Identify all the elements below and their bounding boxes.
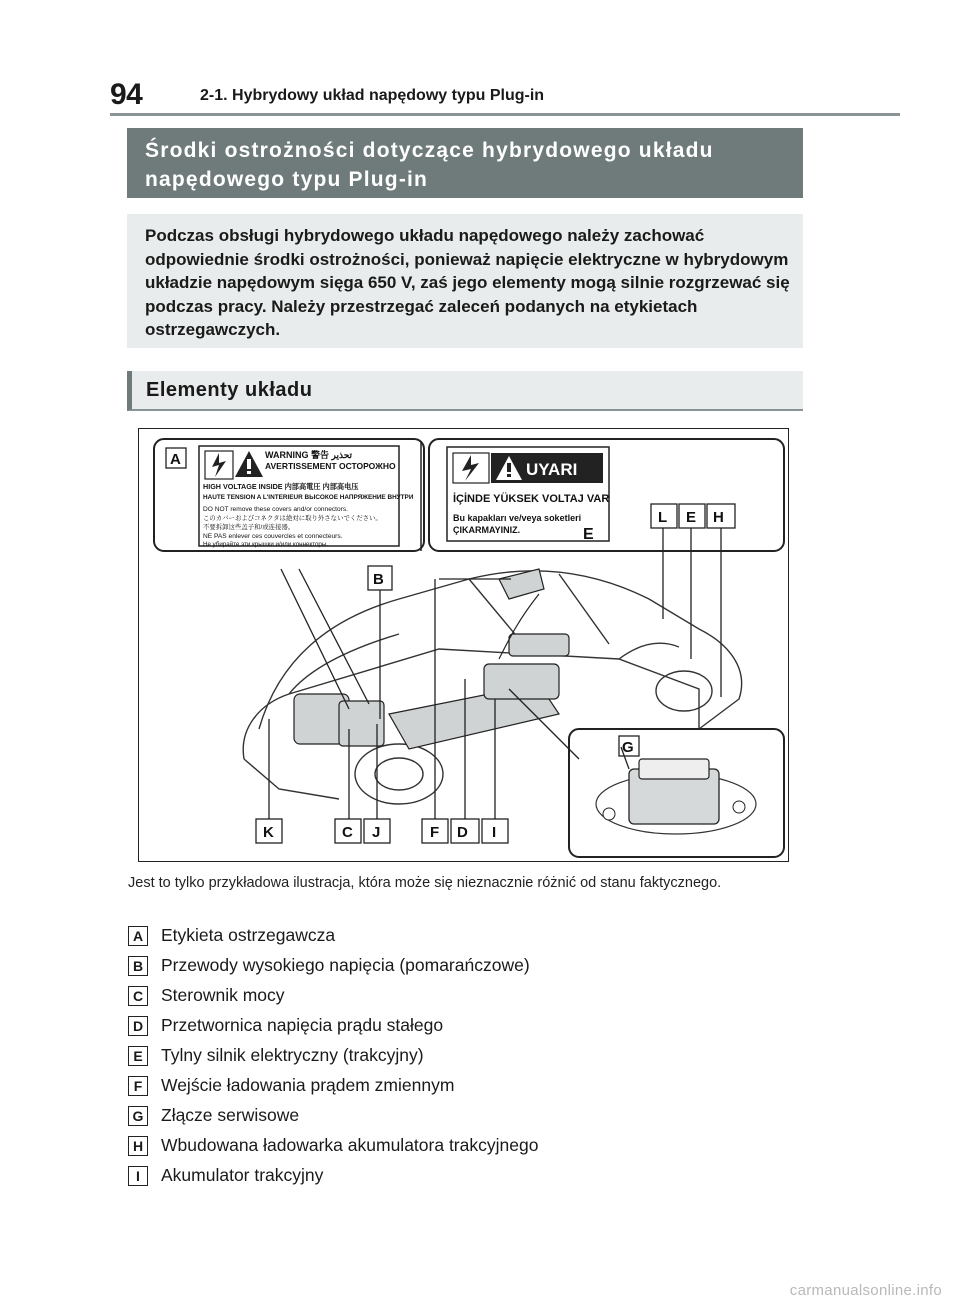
label-a-line-3: HIGH VOLTAGE INSIDE 内部高電圧 内部高电压 <box>203 482 359 491</box>
page-number: 94 <box>110 78 143 111</box>
label-a-line-9: Не убирайте эти крышки и/или коннекторы. <box>203 541 329 548</box>
legend-key: E <box>128 1046 148 1066</box>
legend-key: C <box>128 986 148 1006</box>
legend-item <box>128 985 808 1015</box>
legend-key: D <box>128 1016 148 1036</box>
label-a-line-8: NE PAS enlever ces couvercles et connecteurs. <box>203 533 343 540</box>
page-title: Środki ostrożności dotyczące hybrydowego układu napędowego typu Plug-in <box>145 139 714 191</box>
legend-item <box>128 1045 808 1075</box>
callout-e-label: E <box>583 526 594 543</box>
callout-d: D <box>457 824 468 841</box>
warning-label-a <box>154 439 424 551</box>
callout-h: H <box>713 509 724 526</box>
callout-b: B <box>373 571 384 588</box>
warning-label-e <box>429 439 784 551</box>
label-a-line-4: HAUTE TENSION A L'INTERIEUR ВЫСОКОЕ НАПРЯЖЕНИЕ ВНУТРИ <box>203 494 414 501</box>
legend-text: Wbudowana ładowarka akumulatora trakcyjnego <box>161 1135 539 1155</box>
legend-item <box>128 955 808 985</box>
legend-key: B <box>128 956 148 976</box>
legend-text: Tylny silnik elektryczny (trakcyjny) <box>161 1045 424 1065</box>
legend-key: A <box>128 926 148 946</box>
intro-text: Podczas obsługi hybrydowego układu napędowego należy zachować odpowiednie środki ostrożności, ponieważ napięcie elektryczne w hybrydowym układzie napędowym sięga 650 V, zaś jego elementy mogą silnie rozgrzewać się podczas pracy. Należy przestrzegać zaleceń podanych na etykietach ostrzegawczych. <box>145 226 790 339</box>
legend-item <box>128 1165 808 1195</box>
legend-item <box>128 925 808 955</box>
label-a-line-7: 不要拆卸这些盖子和/或连接器。 <box>203 524 295 531</box>
callout-l: L <box>658 509 668 526</box>
legend-key: I <box>128 1166 148 1186</box>
label-a-line-5: DO NOT remove these covers and/or connectors. <box>203 506 349 513</box>
label-e-line-1: İÇİNDE YÜKSEK VOLTAJ VAR <box>453 493 610 505</box>
components-illustration <box>138 428 789 862</box>
component-legend <box>128 925 808 1195</box>
section-title: 2-1. Hybrydowy układ napędowy typu Plug-in <box>200 87 545 104</box>
legend-text: Wejście ładowania prądem zmiennym <box>161 1075 455 1095</box>
legend-text: Złącze serwisowe <box>161 1105 300 1125</box>
callout-k: K <box>263 824 274 841</box>
legend-text: Akumulator trakcyjny <box>161 1165 324 1185</box>
label-a-line-2: AVERTISSEMENT ОСТОРОЖНО <box>265 461 396 471</box>
legend-item <box>128 1135 808 1165</box>
legend-text: Przetwornica napięcia prądu stałego <box>161 1015 444 1035</box>
subsection-title: Elementy układu <box>146 379 313 401</box>
label-a-line-6: このカバーおよびコネクタは絶対に取り外さないでください。 <box>203 515 382 522</box>
header-rule <box>110 113 900 116</box>
label-e-line-2: Bu kapakları ve/veya soketleri <box>453 513 582 523</box>
legend-item <box>128 1075 808 1105</box>
callout-e: E <box>686 509 697 526</box>
legend-key: G <box>128 1106 148 1126</box>
legend-item <box>128 1105 808 1135</box>
legend-item <box>128 1015 808 1045</box>
callout-g: G <box>622 739 634 756</box>
callout-f: F <box>430 824 440 841</box>
service-plug-inset <box>569 729 784 857</box>
label-e-line-3: ÇIKARMAYINIZ. <box>453 525 521 535</box>
illustration-caption: Jest to tylko przykładowa ilustracja, która może się nieznacznie różnić od stanu faktycznego. <box>128 875 722 891</box>
page-title-box <box>127 128 803 198</box>
watermark-footer: carmanualsonline.info <box>789 1282 942 1299</box>
callout-i: I <box>492 824 497 841</box>
subsection-title-box <box>127 371 803 411</box>
legend-key: F <box>128 1076 148 1096</box>
legend-key: H <box>128 1136 148 1156</box>
callout-c: C <box>342 824 353 841</box>
callout-a: A <box>170 451 181 468</box>
page-header <box>110 76 900 116</box>
legend-text: Etykieta ostrzegawcza <box>161 925 336 945</box>
label-a-line-1: WARNING 警告 تحذير <box>265 450 353 460</box>
intro-box <box>127 214 803 348</box>
legend-text: Przewody wysokiego napięcia (pomarańczowe) <box>161 955 530 975</box>
legend-text: Sterownik mocy <box>161 985 285 1005</box>
label-e-heading: UYARI <box>526 460 578 479</box>
callout-j: J <box>372 824 381 841</box>
